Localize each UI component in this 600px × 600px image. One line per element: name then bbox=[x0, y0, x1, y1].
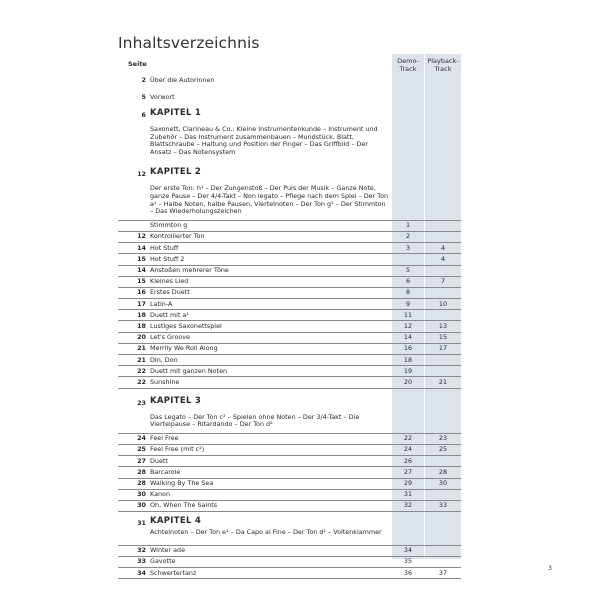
seite-header: Seite bbox=[128, 60, 147, 68]
page-number-cell: 12 bbox=[137, 170, 146, 179]
table-row bbox=[118, 232, 461, 243]
demo-track-number: 32 bbox=[403, 501, 413, 510]
table-row bbox=[118, 310, 461, 321]
entry-title: Sunshine bbox=[150, 377, 180, 386]
entry-title: Duett mit ganzen Noten bbox=[150, 366, 228, 375]
entry-title: Feel Free (mit c²) bbox=[150, 445, 205, 454]
playback-track-number: 37 bbox=[438, 568, 448, 577]
entry-title: Barcarole bbox=[150, 467, 181, 476]
entry-title: Let's Groove bbox=[150, 333, 190, 342]
page-number-cell: 2 bbox=[141, 76, 146, 84]
page-number-cell: 21 bbox=[137, 355, 146, 364]
page-number-cell: 24 bbox=[137, 434, 146, 443]
entry-title: Duett bbox=[150, 456, 168, 465]
entry-title: Walking By The Sea bbox=[150, 479, 214, 487]
entry-title: Oh, When The Saints bbox=[150, 501, 218, 510]
page-number-cell: 28 bbox=[137, 479, 146, 487]
chapter-heading bbox=[118, 109, 461, 125]
chapter-heading bbox=[118, 168, 461, 184]
page-number-cell: 27 bbox=[137, 456, 146, 465]
demo-track-number: 3 bbox=[405, 243, 411, 252]
chapter-heading bbox=[118, 397, 461, 413]
chapter-title: KAPITEL 4 bbox=[150, 516, 202, 527]
page-number-cell: 17 bbox=[137, 299, 146, 308]
entry-title: Schwertertanz bbox=[150, 568, 197, 577]
table-row bbox=[118, 479, 461, 490]
playback-track-number: 23 bbox=[438, 434, 448, 443]
playback-track-number: 25 bbox=[438, 445, 448, 454]
entry-title: Merrily We Roll Along bbox=[150, 344, 218, 353]
entry-title: Kleines Lied bbox=[150, 277, 189, 286]
playback-track-number: 4 bbox=[440, 254, 446, 263]
demo-track-number: 1 bbox=[405, 221, 411, 230]
intro-row bbox=[118, 75, 461, 92]
demo-track-number: 19 bbox=[403, 366, 413, 375]
entry-title: Stimmton g bbox=[150, 221, 188, 230]
table-of-contents bbox=[118, 75, 461, 579]
chapter-description-text: Saxonett, Clarineau & Co.: Kleine Instrumentenkunde – Instrument und Zubehör – Das Instrument zusammenbauen – Mundstück, Blatt, Blattschraube – Haltung und Position der Finger – Das Griffbild – Der Ansatz – Das Notensystem bbox=[150, 125, 378, 156]
page-number-cell: 33 bbox=[137, 557, 146, 566]
page-number-cell: 14 bbox=[137, 243, 146, 252]
page-number-cell: 18 bbox=[137, 321, 146, 330]
table-row bbox=[118, 344, 461, 355]
demo-track-number: 31 bbox=[403, 490, 413, 499]
page-number-cell: 22 bbox=[137, 366, 146, 375]
page-number-cell: 21 bbox=[137, 344, 146, 353]
chapter-description bbox=[118, 125, 461, 160]
playback-track-number: 7 bbox=[440, 277, 446, 286]
table-row bbox=[118, 456, 461, 467]
intro-row bbox=[118, 92, 461, 109]
demo-track-number: 27 bbox=[403, 467, 413, 476]
table-row bbox=[118, 445, 461, 456]
chapter-4-items bbox=[118, 546, 461, 580]
page-number-cell: 14 bbox=[137, 266, 146, 274]
entry-title: Erstes Duett bbox=[150, 288, 190, 297]
demo-track-number: 14 bbox=[403, 333, 413, 342]
playback-track-number: 21 bbox=[438, 377, 448, 386]
playback-track-number: 30 bbox=[438, 479, 448, 487]
playback-track-number: 28 bbox=[438, 467, 448, 476]
playback-track-number: 33 bbox=[438, 501, 448, 510]
playback-track-number: 15 bbox=[438, 333, 448, 342]
demo-track-number: 18 bbox=[403, 355, 413, 364]
playback-track-number: 17 bbox=[438, 344, 448, 353]
entry-title: Winter ade bbox=[150, 546, 186, 555]
demo-track-number: 6 bbox=[405, 277, 411, 286]
page-number-cell: 34 bbox=[137, 568, 146, 577]
table-row bbox=[118, 434, 461, 445]
page-number-cell: 20 bbox=[137, 333, 146, 342]
page-number: 3 bbox=[547, 564, 552, 572]
page-number-cell: 16 bbox=[137, 288, 146, 297]
page-number-cell: 5 bbox=[141, 93, 146, 101]
page-number-cell: 30 bbox=[137, 501, 146, 510]
table-row bbox=[118, 490, 461, 501]
table-row bbox=[118, 333, 461, 344]
playback-track-number: 13 bbox=[438, 321, 448, 330]
demo-track-number: 16 bbox=[403, 344, 413, 353]
entry-title: Vorwort bbox=[150, 93, 175, 101]
table-row bbox=[118, 254, 461, 265]
chapter-title: KAPITEL 2 bbox=[150, 167, 202, 178]
table-row bbox=[118, 568, 461, 579]
table-row bbox=[118, 501, 461, 512]
demo-track-number: 20 bbox=[403, 377, 413, 386]
demo-track-number: 2 bbox=[405, 232, 411, 241]
demo-track-number: 29 bbox=[403, 479, 413, 487]
table-row bbox=[118, 467, 461, 478]
page-number-cell: 23 bbox=[137, 398, 146, 407]
entry-title: Hot Stuff bbox=[150, 243, 179, 252]
table-row bbox=[118, 557, 461, 568]
demo-track-number: 26 bbox=[403, 456, 413, 465]
page-number-cell: 32 bbox=[137, 546, 146, 555]
demo-track-number: 11 bbox=[403, 310, 413, 319]
entry-title: Latin-A bbox=[150, 299, 173, 308]
entry-title: Anstoßen mehrerer Töne bbox=[150, 266, 229, 274]
page-number-cell: 18 bbox=[137, 310, 146, 319]
demo-track-number: 12 bbox=[403, 321, 413, 330]
table-row bbox=[118, 243, 461, 254]
entry-title: Über die Autorinnen bbox=[150, 76, 215, 84]
page-title: Inhaltsverzeichnis bbox=[118, 34, 260, 52]
demo-track-number: 22 bbox=[403, 434, 413, 443]
table-row bbox=[118, 221, 461, 232]
chapter-description-text: Das Legato – Der Ton c² – Spielen ohne Noten – Der 3/4-Takt – Die Viertelpause – Ritardando – Der Ton d² bbox=[150, 412, 360, 429]
table-row bbox=[118, 299, 461, 310]
page-number-cell: 15 bbox=[137, 254, 146, 263]
page-number-cell: 15 bbox=[137, 277, 146, 286]
entry-title: Kanon bbox=[150, 490, 171, 499]
chapter-3-items bbox=[118, 434, 461, 512]
table-row bbox=[118, 321, 461, 332]
page-number-cell: 28 bbox=[137, 467, 146, 476]
page-number-cell: 31 bbox=[137, 519, 146, 528]
demo-track-number: 5 bbox=[405, 266, 411, 274]
table-row bbox=[118, 277, 461, 288]
entry-title: Kontrollierter Ton bbox=[150, 232, 205, 241]
playback-track-number: 4 bbox=[440, 243, 446, 252]
chapter-description-text: Achtelnoten – Der Ton e¹ – Da Capo al Fine – Der Ton d¹ – Voltenklammer bbox=[150, 528, 382, 537]
demo-track-header: Demo- Track bbox=[397, 57, 419, 73]
entry-title: Gavotte bbox=[150, 557, 176, 566]
table-row bbox=[118, 377, 461, 388]
entry-title: Lustiges Saxonettspiel bbox=[150, 321, 222, 330]
page-number-cell: 12 bbox=[137, 232, 146, 241]
chapter-description bbox=[118, 184, 461, 220]
table-row bbox=[118, 366, 461, 377]
chapter-heading bbox=[118, 517, 461, 528]
table-row bbox=[118, 288, 461, 299]
chapter-description-text: Der erste Ton: h¹ – Der Zungenstoß – Der Puls der Musik – Ganze Note, ganze Pause – Der 4/4-Takt – Non legato – Pflege nach dem Spiel – Der Ton a¹ – Halbe Noten, halbe Pausen, Viertelnoten – Der Ton g¹ – Der Stimmton – Das Wiederholungszeichen bbox=[150, 184, 389, 216]
playback-track-number: 10 bbox=[438, 299, 448, 308]
chapter-2-items bbox=[118, 221, 461, 389]
chapter-title: KAPITEL 1 bbox=[150, 108, 202, 118]
entry-title: Din, Don bbox=[150, 355, 178, 364]
demo-track-number: 36 bbox=[403, 568, 413, 577]
chapter-description bbox=[118, 413, 461, 434]
page-number-cell: 25 bbox=[137, 445, 146, 454]
page-number-cell: 6 bbox=[141, 111, 146, 119]
demo-track-number: 24 bbox=[403, 445, 413, 454]
entry-title: Hot Stuff 2 bbox=[150, 254, 185, 263]
table-row bbox=[118, 355, 461, 366]
demo-track-number: 8 bbox=[405, 288, 411, 297]
chapter-description bbox=[118, 528, 461, 546]
playback-track-header: Playback- Track bbox=[427, 57, 459, 73]
page-number-cell: 30 bbox=[137, 490, 146, 499]
table-row bbox=[118, 546, 461, 557]
demo-track-number: 34 bbox=[403, 546, 413, 555]
chapter-title: KAPITEL 3 bbox=[150, 395, 202, 406]
entry-title: Feel Free bbox=[150, 434, 179, 443]
demo-track-number: 35 bbox=[403, 557, 413, 566]
table-row bbox=[118, 266, 461, 277]
demo-track-number: 9 bbox=[405, 299, 411, 308]
entry-title: Duett mit a¹ bbox=[150, 310, 189, 319]
page-number-cell: 22 bbox=[137, 377, 146, 386]
